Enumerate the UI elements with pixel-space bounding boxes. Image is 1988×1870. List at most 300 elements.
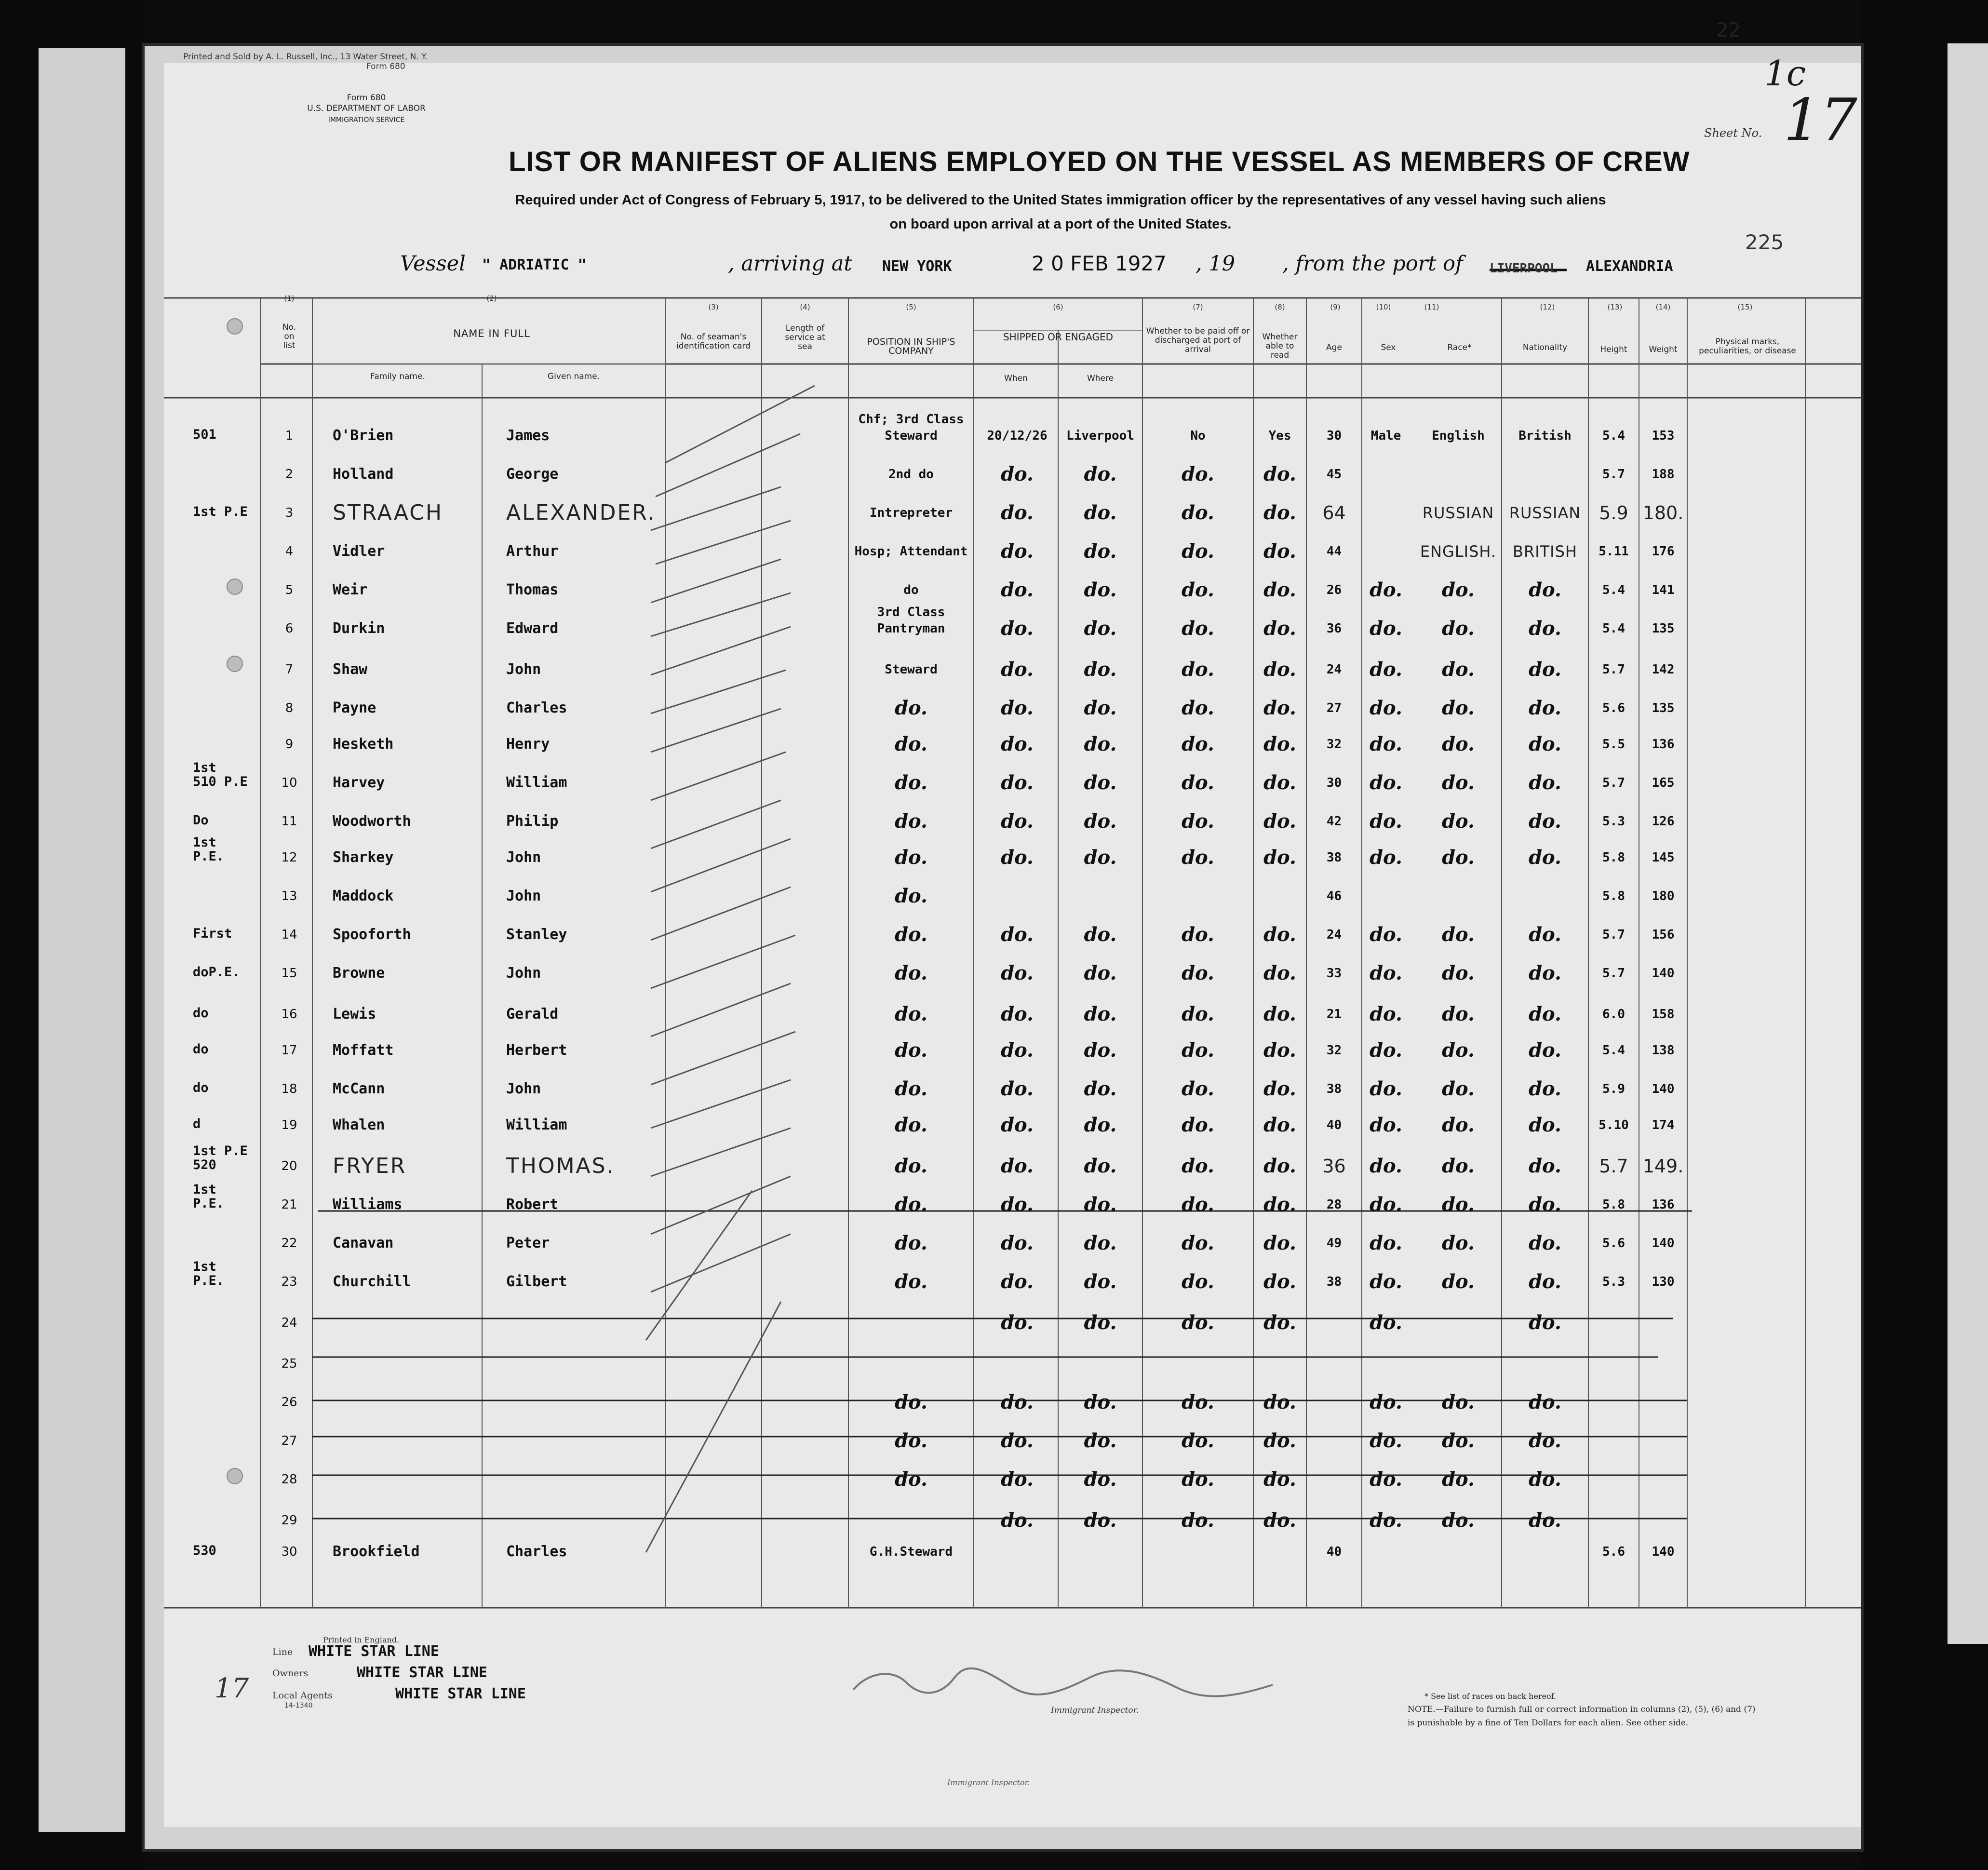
family-name: Harvey [333,774,385,791]
colnum: (1) [284,294,295,303]
age: 28 [1326,1197,1342,1212]
stamp-number: 225 [1745,230,1784,254]
page-title: LIST OR MANIFEST OF ALIENS EMPLOYED ON THE VESSEL AS MEMBERS OF CREW [509,146,1690,177]
shipped-where: do. [1084,810,1117,833]
given-name: Herbert [506,1042,567,1059]
shipped-when: do. [1001,658,1034,681]
owners-label: Owners [272,1668,309,1679]
corner-number: 1c [1764,53,1806,94]
position: Chf; 3rd Class Steward [858,412,964,443]
weight: 126 [1652,814,1675,829]
position: 2nd do [888,467,934,482]
height: 5.8 [1602,1197,1625,1212]
colnum: (5) [906,303,916,311]
nationality: do. [1529,771,1561,794]
nationality: do. [1529,846,1561,869]
shipped-when: do. [1001,1468,1034,1491]
age: 42 [1326,814,1342,829]
position: do. [895,771,927,794]
position: do. [895,810,927,833]
position: do. [895,885,927,907]
row-number: 14 [281,928,297,942]
nationality: do. [1529,1077,1561,1100]
race: do. [1442,1193,1475,1216]
nationality: do. [1529,658,1561,681]
paid-off: do. [1182,1232,1214,1254]
margin-note: 1st P.E 520 [193,1144,248,1172]
paid-off: do. [1182,1311,1214,1334]
row-number: 15 [281,966,297,981]
able-to-read: do. [1263,1391,1296,1413]
paid-off: do. [1182,1429,1214,1452]
height: 5.9 [1602,1082,1625,1096]
able-to-read: do. [1263,733,1296,755]
shipped-where: do. [1084,1193,1117,1216]
given-name: John [506,965,541,982]
row-number: 11 [281,814,297,829]
shipped-when: do. [1001,697,1034,719]
row-number: 25 [281,1357,297,1371]
given-name: John [506,849,541,866]
shipped-where: do. [1084,1039,1117,1062]
height: 5.5 [1602,737,1625,752]
shipped-when: do. [1001,578,1034,601]
weight: 156 [1652,928,1675,942]
nationality: RUSSIAN [1509,504,1581,522]
struck-port: LIVERPOOL [1490,261,1558,276]
colnum: (9) [1330,303,1341,311]
shipped-where: do. [1084,1270,1117,1293]
fine-note-2: is punishable by a fine of Ten Dollars for each alien. See other side. [1408,1718,1689,1728]
date-stamp: 2 0 FEB 1927 [1032,252,1167,275]
row-number: 16 [281,1007,297,1022]
race: do. [1442,771,1475,794]
header-race: Race* [1447,343,1472,352]
shipped-when: do. [1001,1077,1034,1100]
immigrant-inspector-label: Immigrant Inspector. [1051,1706,1139,1715]
sex: do. [1370,1039,1402,1062]
inspector-signature [853,1668,1273,1696]
race: do. [1442,1003,1475,1025]
race: do. [1442,810,1475,833]
shipped-when: do. [1001,1429,1034,1452]
paid-off: do. [1182,1391,1214,1413]
line-label: Line [272,1647,293,1657]
owners-value: WHITE STAR LINE [357,1664,487,1681]
sex: do. [1370,846,1402,869]
given-name: Charles [506,1543,567,1560]
local-agents-value: WHITE STAR LINE [395,1685,526,1702]
sex: do. [1370,1468,1402,1491]
shipped-when: do. [1001,1509,1034,1532]
race: do. [1442,962,1475,984]
colnum: (6) [1053,303,1063,311]
shipped-where: do. [1084,658,1117,681]
age: 45 [1326,467,1342,482]
row-number: 12 [281,850,297,865]
race: do. [1442,733,1475,755]
paid-off: do. [1182,1509,1214,1532]
family-name: Lewis [333,1006,376,1022]
weight: 140 [1652,1236,1675,1251]
family-name: Sharkey [333,849,394,866]
shipped-when: do. [1001,463,1034,485]
race: RUSSIAN [1422,504,1494,522]
shipped-where: do. [1084,697,1117,719]
sex: Male [1370,429,1401,443]
age: 32 [1326,737,1342,752]
colnum: (2) [486,294,497,303]
position: do. [895,1077,927,1100]
able-to-read: Yes [1268,429,1291,443]
height: 5.7 [1602,662,1625,677]
family-name: Durkin [333,620,385,637]
able-to-read: do. [1263,1311,1296,1334]
height: 5.4 [1602,429,1625,443]
family-name: Moffatt [333,1042,394,1059]
header-position: POSITION IN SHIP'S COMPANY [867,336,955,356]
lower-sheet-inspector-label: Immigrant Inspector. [947,1778,1030,1787]
height: 5.4 [1602,1043,1625,1058]
paid-off: do. [1182,1039,1214,1062]
margin-note: 1st P.E [193,504,248,519]
family-name: Maddock [333,888,394,904]
row-number: 5 [285,583,294,597]
family-name: Holland [333,466,394,483]
row-number: 18 [281,1082,297,1096]
shipped-where: do. [1084,1114,1117,1136]
line-value: WHITE STAR LINE [309,1643,439,1660]
height: 5.4 [1602,621,1625,636]
margin-note: do [193,1080,209,1095]
sex: do. [1370,1509,1402,1532]
given-name: William [506,774,567,791]
fine-note-1: NOTE.—Failure to furnish full or correct information in columns (2), (5), (6) and (7) [1408,1705,1756,1714]
margin-note: d [193,1117,201,1131]
race: English [1432,429,1485,443]
header-length-of-service: Length of service at sea [785,323,825,351]
weight: 180. [1642,502,1684,524]
race: do. [1442,1114,1475,1136]
paid-off: do. [1182,962,1214,984]
shipped-where: do. [1084,1468,1117,1491]
height: 5.8 [1602,889,1625,903]
family-name: FRYER [333,1154,407,1178]
header-height: Height [1600,345,1627,354]
printed-in-england: Printed in England. [323,1635,400,1644]
shipped-where: do. [1084,846,1117,869]
height: 5.6 [1602,1236,1625,1251]
age: 38 [1326,1275,1342,1289]
sex: do. [1370,1003,1402,1025]
nationality: do. [1529,810,1561,833]
vessel-label: Vessel [400,252,466,276]
able-to-read: do. [1263,1003,1296,1025]
shipped-where: do. [1084,771,1117,794]
nationality: do. [1529,1039,1561,1062]
given-name: James [506,427,550,444]
height: 5.7 [1602,966,1625,981]
given-name: Thomas [506,581,559,598]
margin-note: do [193,1042,209,1057]
row-number: 7 [285,662,294,677]
shipped-where: do. [1084,1391,1117,1413]
subtitle-line-2: on board upon arrival at a port of the United States. [889,216,1232,232]
position: do. [895,1270,927,1293]
position: Intrepreter [869,506,953,520]
row-number: 1 [285,429,294,443]
shipped-where: do. [1084,962,1117,984]
races-note: * See list of races on back hereof. [1424,1692,1557,1701]
colnum: (3) [708,303,719,311]
weight: 135 [1652,701,1675,715]
race: do. [1442,1039,1475,1062]
shipped-where: do. [1084,1003,1117,1025]
race: do. [1442,1232,1475,1254]
margin-note: 1st P.E. [193,835,225,864]
printer-credit: Printed and Sold by A. L. Russell, Inc., 13 Water Street, N. Y. [183,52,428,62]
position: do. [895,846,927,869]
header-nationality: Nationality [1522,343,1568,352]
shipped-when: do. [1001,846,1034,869]
sex: do. [1370,1077,1402,1100]
able-to-read: do. [1263,463,1296,485]
shipped-when: do. [1001,733,1034,755]
row-number: 20 [281,1159,297,1173]
given-name: THOMAS. [506,1154,615,1178]
able-to-read: do. [1263,923,1296,946]
race: do. [1442,1270,1475,1293]
paid-off: do. [1182,540,1214,563]
race: ENGLISH. [1420,542,1497,561]
position: do. [895,962,927,984]
able-to-read: do. [1263,1429,1296,1452]
margin-sheet-number: 17 [215,1673,249,1704]
shipped-when: do. [1001,923,1034,946]
paid-off: do. [1182,578,1214,601]
row-number: 27 [281,1434,297,1448]
nationality: do. [1529,697,1561,719]
sex: do. [1370,923,1402,946]
able-to-read: do. [1263,1077,1296,1100]
header-paid-off: Whether to be paid off or discharged at port of arrival [1146,326,1250,354]
colnum: (12) [1540,303,1555,311]
age: 64 [1322,502,1346,524]
age: 32 [1326,1043,1342,1058]
row-number: 22 [281,1236,297,1251]
position: do. [895,1155,927,1177]
race: do. [1442,1391,1475,1413]
nationality: do. [1529,578,1561,601]
sex: do. [1370,617,1402,640]
paid-off: do. [1182,1155,1214,1177]
age: 24 [1326,928,1342,942]
paid-off: do. [1182,463,1214,485]
sex: do. [1370,697,1402,719]
shipped-where: do. [1084,923,1117,946]
nationality: do. [1529,1232,1561,1254]
able-to-read: do. [1263,1270,1296,1293]
height: 5.7 [1602,776,1625,790]
age: 44 [1326,544,1342,559]
age: 27 [1326,701,1342,715]
family-name: Williams [333,1196,403,1213]
shipped-where: do. [1084,617,1117,640]
paid-off: do. [1182,617,1214,640]
agents-code: 14-1340 [284,1702,313,1709]
vessel-name: " ADRIATIC " [482,256,587,273]
shipped-when: do. [1001,1232,1034,1254]
header-given-name: Given name. [547,372,600,381]
colnum: (15) [1737,303,1753,311]
family-name: STRAACH [333,500,443,525]
sex: do. [1370,1391,1402,1413]
shipped-when: do. [1001,1155,1034,1177]
row-number: 10 [281,776,297,790]
form-number: Form 680 [347,93,386,103]
paid-off: do. [1182,1003,1214,1025]
sex: do. [1370,1311,1402,1334]
shipped-when: do. [1001,1114,1034,1136]
age: 38 [1326,1082,1342,1096]
weight: 141 [1652,583,1675,597]
shipped-when: do. [1001,501,1034,524]
able-to-read: do. [1263,697,1296,719]
row-number: 29 [281,1513,297,1528]
position: do. [895,1391,927,1413]
position: do. [895,1003,927,1025]
able-to-read: do. [1263,1232,1296,1254]
row-number: 9 [285,737,294,752]
weight: 158 [1652,1007,1675,1022]
position: do. [895,733,927,755]
family-name: Brookfield [333,1543,420,1560]
paid-off: do. [1182,733,1214,755]
age: 40 [1326,1545,1342,1559]
height: 5.11 [1598,544,1629,559]
age: 36 [1322,1156,1346,1177]
header-weight: Weight [1649,345,1678,354]
nationality: do. [1529,1270,1561,1293]
nationality: BRITISH [1513,542,1577,561]
height: 5.7 [1602,467,1625,482]
colnum: (10) [1376,303,1391,311]
row-number: 28 [281,1472,297,1487]
weight: 188 [1652,467,1675,482]
weight: 153 [1652,429,1675,443]
family-name: Canavan [333,1235,394,1251]
shipped-where: do. [1084,1077,1117,1100]
margin-note: 530 [193,1543,216,1558]
family-name: Weir [333,581,368,598]
paid-off: do. [1182,1077,1214,1100]
nationality: do. [1529,1391,1561,1413]
shipped-when: do. [1001,1039,1034,1062]
shipped-when: do. [1001,771,1034,794]
header-shipped-or-engaged: SHIPPED OR ENGAGED [1003,331,1114,343]
given-name: Robert [506,1196,559,1213]
race: do. [1442,846,1475,869]
position: do. [895,1039,927,1062]
shipped-when: do. [1001,540,1034,563]
given-name: Charles [506,700,567,716]
header-age: Age [1326,343,1342,352]
margin-note: First [193,926,232,941]
sex: do. [1370,1193,1402,1216]
height: 5.9 [1599,502,1628,524]
margin-note: 1st P.E. [193,1182,225,1211]
able-to-read: do. [1263,1193,1296,1216]
given-name: John [506,888,541,904]
shipped-where: do. [1084,1429,1117,1452]
height: 5.3 [1602,814,1625,829]
age: 30 [1326,776,1342,790]
able-to-read: do. [1263,658,1296,681]
able-to-read: do. [1263,1155,1296,1177]
sex: do. [1370,771,1402,794]
paid-off: do. [1182,771,1214,794]
sex: do. [1370,1429,1402,1452]
colnum: (7) [1193,303,1203,311]
local-agents-label: Local Agents [272,1690,333,1701]
shipped-where: do. [1084,733,1117,755]
colnum: (8) [1275,303,1285,311]
margin-note: Do [193,813,209,828]
nationality: do. [1529,923,1561,946]
sex: do. [1370,658,1402,681]
age: 36 [1326,621,1342,636]
age: 49 [1326,1236,1342,1251]
height: 5.6 [1602,1545,1625,1559]
nationality: do. [1529,1114,1561,1136]
nationality: do. [1529,1003,1561,1025]
row-number: 8 [285,701,294,715]
colnum: (14) [1655,303,1671,311]
paid-off: do. [1182,810,1214,833]
height: 5.7 [1599,1156,1628,1177]
able-to-read: do. [1263,810,1296,833]
race: do. [1442,1509,1475,1532]
nationality: do. [1529,733,1561,755]
position: do [903,583,919,597]
family-name: Payne [333,700,376,716]
age: 24 [1326,662,1342,677]
margin-note: do [193,1006,209,1021]
top-right-number: 22 [1716,19,1741,41]
able-to-read: do. [1263,578,1296,601]
family-name: Shaw [333,661,368,678]
paid-off: do. [1182,1114,1214,1136]
nationality: British [1518,429,1572,443]
height: 6.0 [1602,1007,1625,1022]
nationality: do. [1529,1509,1561,1532]
sex: do. [1370,810,1402,833]
age: 38 [1326,850,1342,865]
race: do. [1442,923,1475,946]
race: do. [1442,617,1475,640]
weight: 140 [1652,1082,1675,1096]
able-to-read: do. [1263,501,1296,524]
subtitle-line-1: Required under Act of Congress of February 5, 1917, to be delivered to the United States immigration officer by the representatives of any vessel having such aliens [515,192,1606,208]
nationality: do. [1529,617,1561,640]
colnum: (11) [1424,303,1439,311]
position: do. [895,923,927,946]
given-name: Gilbert [506,1273,567,1290]
row-number: 23 [281,1275,297,1289]
weight: 142 [1652,662,1675,677]
height: 5.10 [1598,1118,1629,1132]
paid-off: No [1190,429,1206,443]
